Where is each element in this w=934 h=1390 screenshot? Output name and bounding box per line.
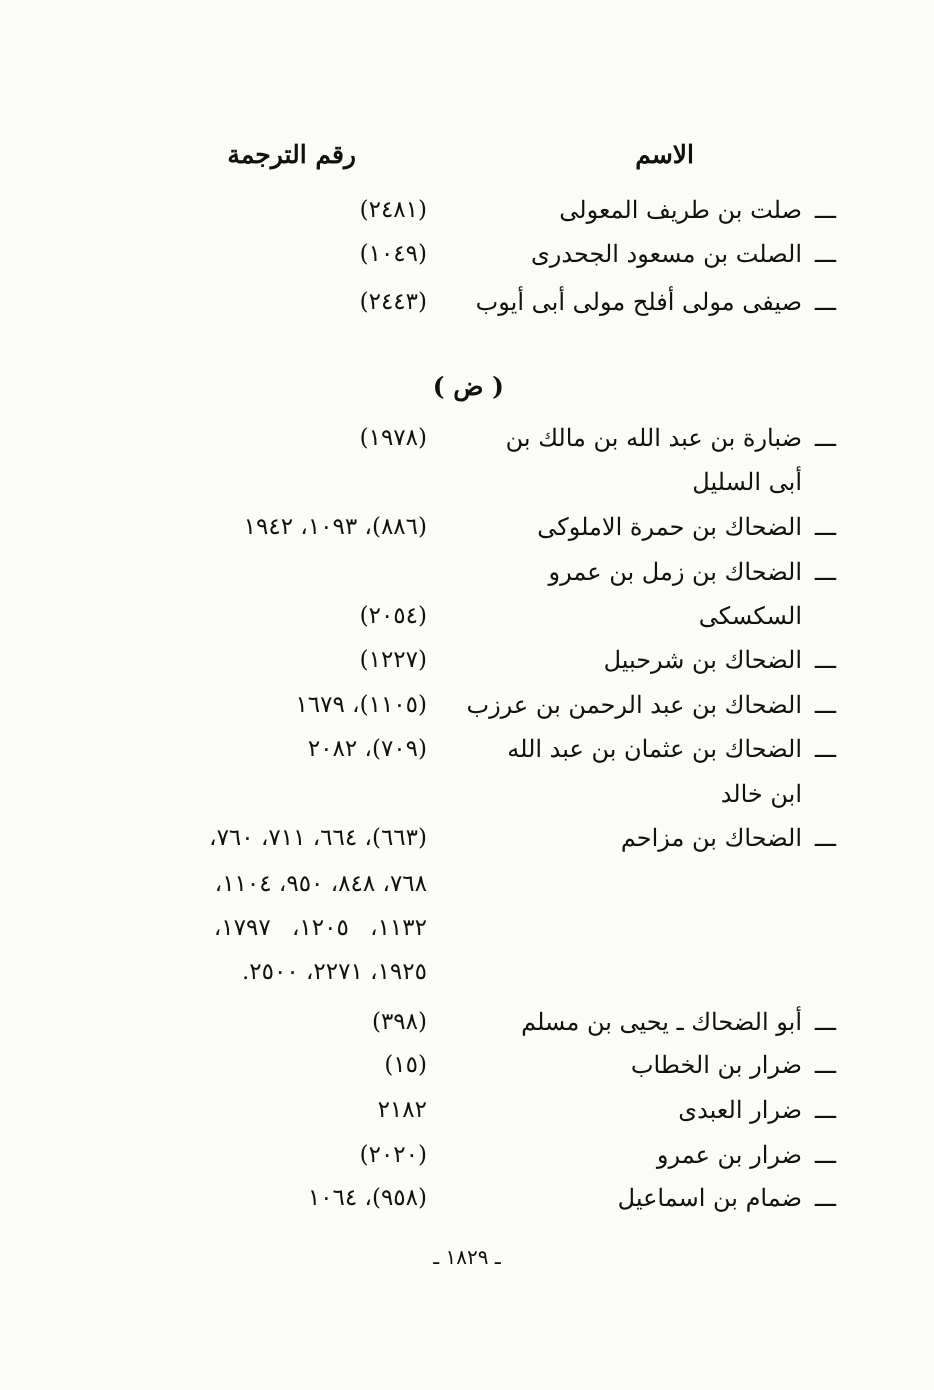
section-letter-heading: ( ض ) <box>432 372 504 401</box>
entry-row <box>0 638 934 682</box>
entry-refs: (٨٨٦)، ١٠٩٣، ١٩٤٢ <box>243 514 427 540</box>
entry-name: الضحاك بن مزاحم <box>620 824 802 852</box>
entry-name-continuation: ابن خالد <box>720 780 802 808</box>
entry-name: ضرار بن عمرو <box>656 1141 802 1169</box>
entry-dash: ـــ <box>814 1184 836 1212</box>
entry-name: أبو الضحاك ـ يحيى بن مسلم <box>521 1008 802 1036</box>
entry-name: ضبارة بن عبد الله بن مالك بن <box>505 424 802 452</box>
entry-dash: ـــ <box>814 1051 836 1079</box>
entry-refs: (٦٦٣)، ٦٦٤، ٧١١، ٧٦٠، <box>209 825 427 851</box>
entry-row <box>0 505 934 549</box>
entry-row <box>0 683 934 727</box>
entry-continuation-row <box>0 460 934 504</box>
entry-row <box>0 1176 934 1220</box>
entry-name: الضحاك بن زمل بن عمرو <box>548 558 802 586</box>
entry-refs: (١١٠٥)، ١٦٧٩ <box>295 692 427 718</box>
entry-row <box>0 1133 934 1177</box>
column-header-name: الاسم <box>635 140 694 169</box>
entry-refs: (١٠٤٩) <box>359 241 427 267</box>
entry-name-continuation: أبى السليل <box>692 468 802 496</box>
column-header-number: رقم الترجمة <box>227 140 356 169</box>
entry-refs: (٢٤٤٣) <box>359 289 427 315</box>
entry-dash: ـــ <box>814 1096 836 1124</box>
entry-row <box>0 1088 934 1132</box>
entry-name: ضرار العبدى <box>678 1096 802 1124</box>
entry-dash: ـــ <box>814 288 836 316</box>
entry-dash: ـــ <box>814 558 836 586</box>
entry-refs-continuation: ٧٦٨، ٨٤٨، ٩٥٠، ١١٠٤، <box>214 871 427 897</box>
entry-refs: (٢٤٨١) <box>359 197 427 223</box>
entry-dash: ـــ <box>814 646 836 674</box>
entry-name: الضحاك بن حمرة الاملوكى <box>537 513 802 541</box>
entry-dash: ـــ <box>814 735 836 763</box>
entry-refs: (٢٠٥٤) <box>359 603 427 629</box>
entry-name: ضرار بن الخطاب <box>630 1051 802 1079</box>
entry-dash: ـــ <box>814 1008 836 1036</box>
entry-refs: (٧٠٩)، ٢٠٨٢ <box>307 736 427 762</box>
entry-dash: ـــ <box>814 513 836 541</box>
entry-dash: ـــ <box>814 824 836 852</box>
entry-row <box>0 1000 934 1044</box>
entry-row <box>0 1043 934 1087</box>
entry-continuation-row <box>0 950 934 994</box>
entry-continuation-row <box>0 594 934 638</box>
entry-refs: (١٩٧٨) <box>359 425 427 451</box>
entry-row <box>0 816 934 860</box>
entry-name: صلت بن طريف المعولى <box>559 196 802 224</box>
entry-refs: (١٢٢٧) <box>359 647 427 673</box>
entry-name: صيفى مولى أفلح مولى أبى أيوب <box>475 288 802 316</box>
entry-row <box>0 550 934 594</box>
entry-dash: ـــ <box>814 240 836 268</box>
entry-row <box>0 416 934 460</box>
entry-continuation-row <box>0 862 934 906</box>
entry-continuation-row <box>0 772 934 816</box>
entry-row <box>0 727 934 771</box>
entry-dash: ـــ <box>814 196 836 224</box>
entry-name: ضمام بن اسماعيل <box>617 1184 802 1212</box>
entry-name: الضحاك بن شرحبيل <box>603 646 802 674</box>
entry-dash: ـــ <box>814 691 836 719</box>
entry-refs: (٩٥٨)، ١٠٦٤ <box>307 1185 427 1211</box>
entry-refs-continuation: ١١٣٢، ١٢٠٥، ١٧٩٧، <box>213 915 427 941</box>
entry-row <box>0 280 934 324</box>
entry-refs: ٢١٨٢ <box>377 1097 427 1123</box>
page-number: ـ ١٨٢٩ ـ <box>433 1245 501 1269</box>
entry-row <box>0 232 934 276</box>
entry-dash: ـــ <box>814 1141 836 1169</box>
entry-dash: ـــ <box>814 424 836 452</box>
entry-continuation-row <box>0 906 934 950</box>
entry-row <box>0 188 934 232</box>
entry-name: الضحاك بن عثمان بن عبد الله <box>507 735 802 763</box>
entry-name: الضحاك بن عبد الرحمن بن عرزب <box>466 691 802 719</box>
entry-refs: (٢٠٢٠) <box>359 1142 427 1168</box>
entry-name: الصلت بن مسعود الجحدرى <box>530 240 802 268</box>
entry-refs-continuation: ١٩٢٥، ٢٢٧١، ٢٥٠٠. <box>241 959 427 985</box>
entry-name-continuation: السكسكى <box>698 602 802 630</box>
entry-refs: (١٥) <box>384 1052 427 1078</box>
entry-refs: (٣٩٨) <box>371 1009 427 1035</box>
